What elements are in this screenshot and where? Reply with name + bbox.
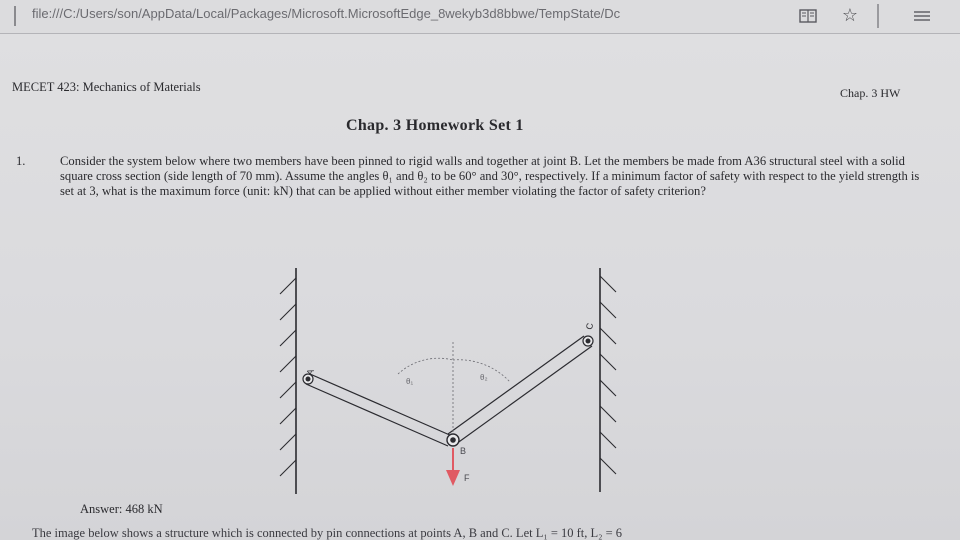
label-c: C bbox=[584, 322, 596, 331]
reading-view-icon[interactable] bbox=[798, 6, 818, 26]
url-field[interactable]: file:///C:/Users/son/AppData/Local/Packages/Microsoft.MicrosoftEdge_8wekyb3d8bbwe/TempState/Dc bbox=[32, 6, 621, 21]
truss-diagram bbox=[270, 264, 650, 514]
label-force: F bbox=[464, 473, 470, 483]
course-title: MECET 423: Mechanics of Materials bbox=[12, 80, 201, 94]
page-title: Chap. 3 Homework Set 1 bbox=[346, 117, 524, 134]
document-page bbox=[0, 34, 960, 540]
pin-b-center bbox=[450, 437, 456, 443]
member-ab bbox=[306, 374, 452, 446]
problem-text: Consider the system below where two members have been pinned to rigid walls and together at joint B. Let the members be made from A36 structural steel with a solid square cross section (side length of 70 mm). Assume the angles θ₁ and θ₂ to be 60° and 30°, respectively. If a minimum factor of safety with respect to the yield strength is set at 3, what is the maximum force (unit: kN) that can be applied without either member violating the factor of safety criterion? bbox=[60, 154, 920, 198]
address-bar-divider bbox=[14, 6, 16, 26]
toolbar-divider bbox=[877, 4, 879, 28]
pin-c-center bbox=[586, 339, 591, 344]
label-theta1: θ₁ bbox=[406, 377, 414, 386]
truss-figure bbox=[270, 264, 650, 514]
hub-icon[interactable] bbox=[912, 6, 932, 26]
answer-text: Answer: 468 kN bbox=[80, 502, 163, 516]
theta1-arc bbox=[398, 358, 453, 374]
browser-address-bar bbox=[0, 0, 960, 34]
pin-a-center bbox=[306, 377, 311, 382]
right-wall bbox=[600, 268, 616, 492]
favorite-star-icon[interactable]: ☆ bbox=[841, 5, 859, 26]
label-theta2: θ₂ bbox=[480, 373, 488, 382]
chapter-reference: Chap. 3 HW bbox=[840, 86, 901, 100]
label-b: B bbox=[460, 446, 467, 456]
force-arrow bbox=[446, 448, 460, 486]
problem-number: 1. bbox=[16, 154, 26, 168]
label-a: A bbox=[304, 367, 316, 377]
member-bc bbox=[448, 336, 592, 444]
next-problem-text: The image below shows a structure which is connected by pin connections at points A, B and C. Let L₁ = 10 ft, L₂ = 6 bbox=[32, 526, 623, 540]
left-wall bbox=[280, 268, 296, 494]
